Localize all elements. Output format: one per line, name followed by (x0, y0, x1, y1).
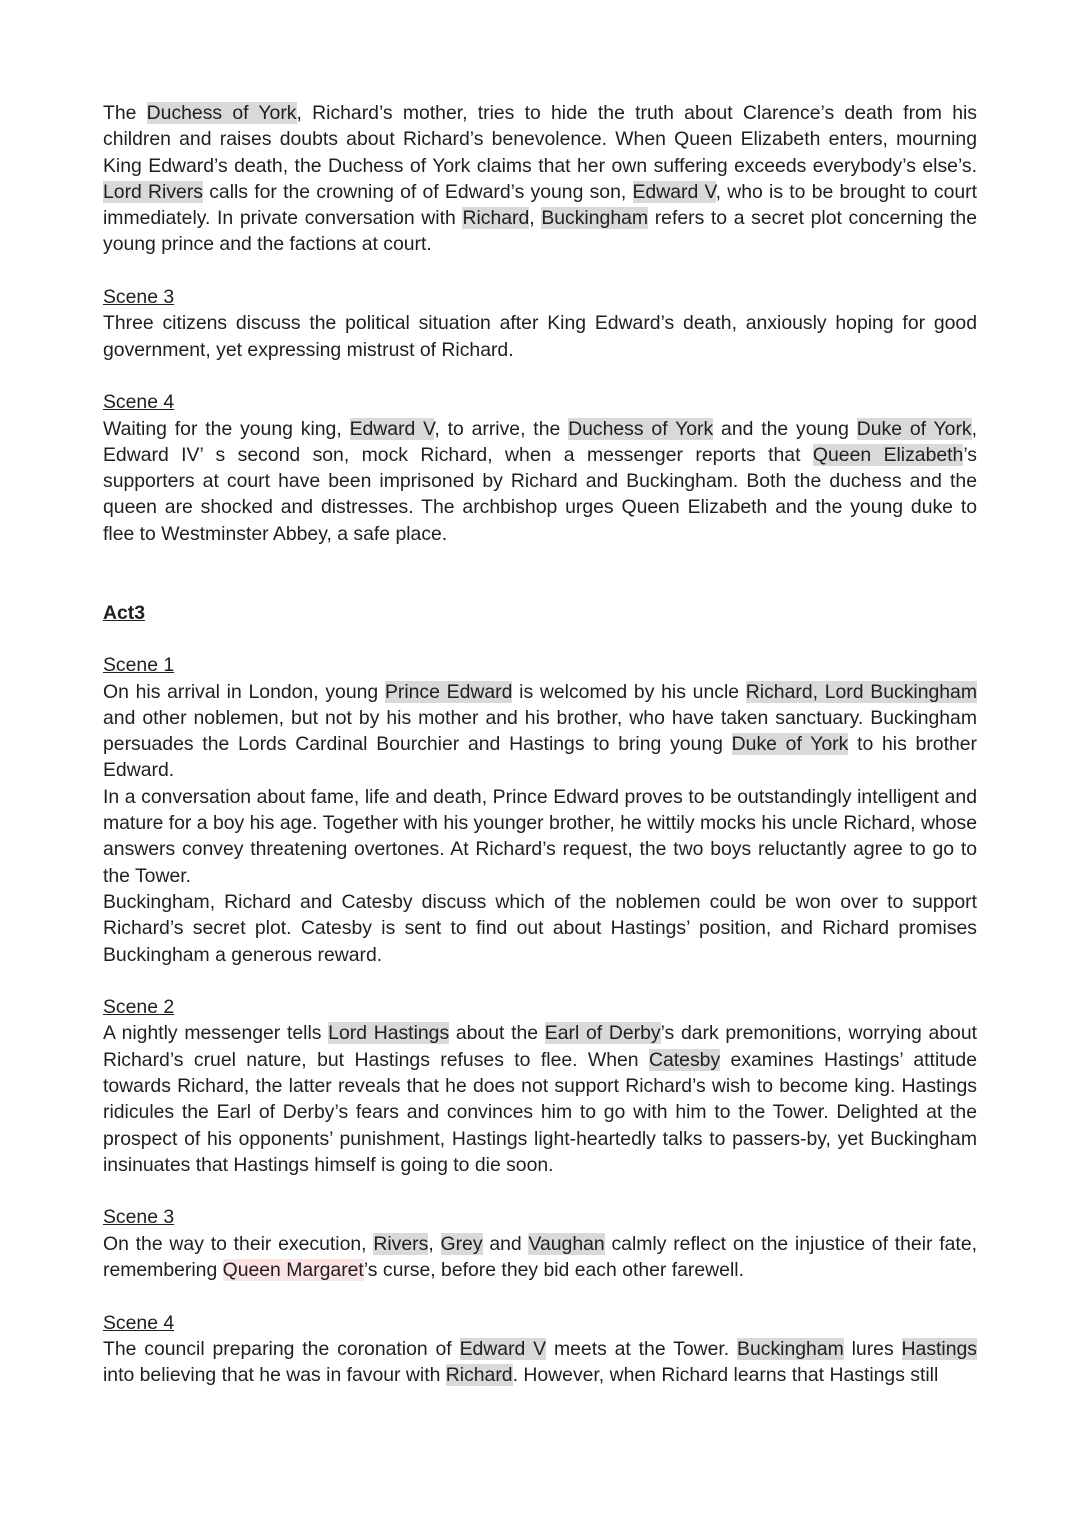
highlighted-name: Queen Margaret (222, 1259, 364, 1282)
highlighted-name: Hastings (901, 1337, 977, 1360)
act2-scene3-section (103, 284, 977, 363)
scene-heading: Scene 3 (103, 286, 175, 309)
scene-paragraph: On the way to their execution, Rivers, Grey and Vaughan calmly reflect on the injustice of their fate, remembering Queen Margaret’s curse, before they bid each other farewell. (103, 1232, 977, 1282)
scene-paragraph: Three citizens discuss the political situation after King Edward’s death, anxiously hoping for good government, yet expressing mistrust of Richard. (103, 312, 977, 361)
scene-heading: Scene 1 (103, 654, 175, 677)
highlighted-name: Rivers (373, 1232, 429, 1255)
highlighted-name: Buckingham (737, 1337, 844, 1360)
scene-paragraph: Waiting for the young king, Edward V, to arrive, the Duchess of York and the young Duke of York, Edward IV’ s second son, mock Richard, when a messenger reports that Queen Elizabeth’s supporters at court have been imprisoned by Richard and Buckingham. Both the duchess and the queen are shocked and distresses. The archbishop urges Queen Elizabeth and the young duke to flee to Westminster Abbey, a safe place. (103, 417, 978, 545)
highlighted-name: Edward V (632, 180, 716, 203)
highlighted-name: Edward V (459, 1337, 547, 1360)
highlighted-name: Prince Edward (384, 680, 513, 703)
intro-paragraph: The Duchess of York, Richard’s mother, tries to hide the truth about Clarence’s death from his children and raises doubts about Richard’s benevolence. When Queen Elizabeth enters, mourning King Edward’s death, the Duchess of York claims that her own suffering exceeds everybody’s else’s. Lord Rivers calls for the crowning of of Edward’s young son, Edward V, who is to be brought to court immediately. In private conversation with Richard, Buckingham refers to a secret plot concerning the young prince and the factions at court. (103, 102, 977, 256)
highlighted-name: Duchess of York (146, 102, 297, 124)
highlighted-name: Duchess of York (568, 417, 714, 440)
scene-heading: Scene 3 (103, 1206, 175, 1229)
highlighted-name: Duke of York (731, 733, 849, 756)
scene-paragraph: The council preparing the coronation of Edward V meets at the Tower. Buckingham lures Hastings into believing that he was in favour with Richard. However, when Richard learns that Hastings still (103, 1337, 977, 1387)
highlighted-name: Richard, Lord Buckingham (745, 680, 977, 703)
highlighted-name: Vaughan (528, 1232, 605, 1255)
act3-scene2-section (103, 994, 977, 1178)
act3-scene4-section (103, 1310, 977, 1389)
highlighted-name: Duke of York (856, 417, 972, 440)
highlighted-name: Buckingham (541, 207, 649, 230)
document-page (103, 100, 977, 1389)
scene-paragraph: In a conversation about fame, life and death, Prince Edward proves to be outstandingly intelligent and mature for a boy his age. Together with his younger brother, he wittily mocks his uncle Richard, whose answers convey threatening overtones. At Richard’s request, the two boys reluctantly agree to go to the Tower. (103, 785, 977, 887)
scene-paragraph: A nightly messenger tells Lord Hastings about the Earl of Derby’s dark premonitions, worrying about Richard’s cruel nature, but Hastings refuses to flee. When Catesby examines Hastings’ attitude towards Richard, the latter reveals that he does not support Richard’s wish to become king. Hastings ridicules the Earl of Derby’s fears and convinces him to go with him to the Tower. Delighted at the prospect of his opponents’ punishment, Hastings light-heartedly talks to passers-by, yet Buckingham insinuates that Hastings himself is going to die soon. (103, 1022, 977, 1176)
highlighted-name: Grey (440, 1232, 483, 1255)
highlighted-name: Richard (445, 1364, 513, 1387)
act2-scene4-section (103, 389, 977, 547)
act3-scene1-section (103, 652, 977, 968)
intro-section (103, 100, 977, 258)
scene-heading: Scene 4 (103, 1311, 175, 1334)
act-heading: Act3 (103, 601, 146, 624)
scene-paragraph: On his arrival in London, young Prince Edward is welcomed by his uncle Richard, Lord Buckingham and other noblemen, but not by his mother and his brother, who have taken sanctuary. Buckingham persuades the Lords Cardinal Bourchier and Hastings to bring young Duke of York to his brother Edward. (103, 680, 977, 782)
scene-paragraph: Buckingham, Richard and Catesby discuss which of the noblemen could be won over to support Richard’s secret plot. Catesby is sent to find out about Hastings’ position, and Richard promises Buckingham a generous reward. (103, 890, 977, 966)
scene-heading: Scene 4 (103, 391, 175, 414)
highlighted-name: Lord Rivers (103, 180, 203, 203)
highlighted-name: Lord Hastings (328, 1022, 450, 1045)
highlighted-name: Edward V (349, 417, 435, 440)
scene-heading: Scene 2 (103, 996, 175, 1019)
highlighted-name: Queen Elizabeth (812, 443, 964, 466)
highlighted-name: Catesby (649, 1048, 721, 1071)
highlighted-name: Earl of Derby (544, 1022, 661, 1045)
act3-scene3-section (103, 1204, 977, 1283)
highlighted-name: Richard (462, 207, 530, 230)
